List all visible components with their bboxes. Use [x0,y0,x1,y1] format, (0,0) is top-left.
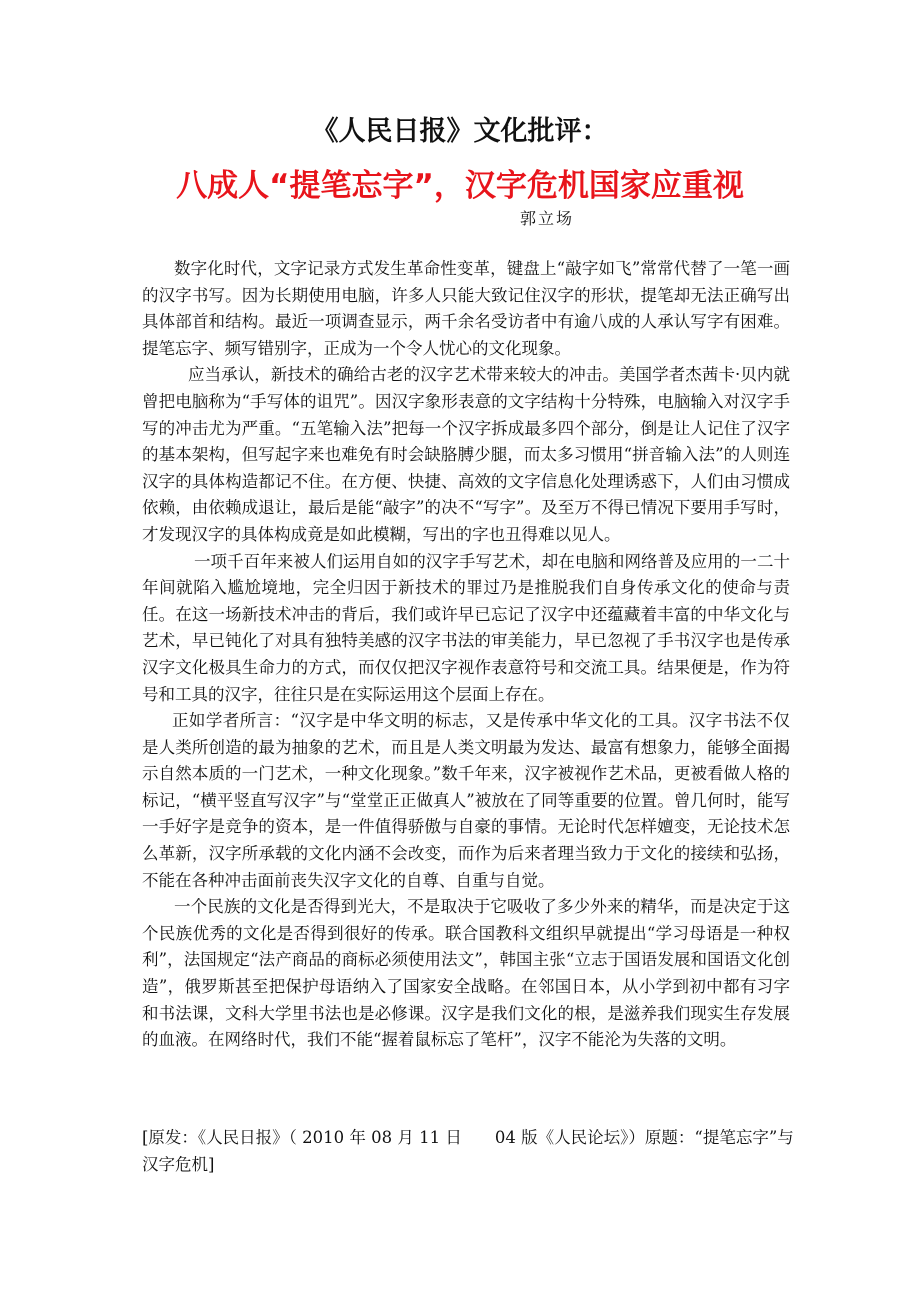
document-title: 《人民日报》文化批评： [311,116,609,147]
document-subtitle: 八成人“提笔忘字”，汉字危机国家应重视 [176,168,744,204]
author-name: 郭立场 [520,209,575,228]
paragraph-2: 应当承认，新技术的确给古老的汉字艺术带来较大的冲击。美国学者杰茜卡·贝内就曾把电脑称为“手写体的诅咒”。因汉字象形表意的文字结构十分特殊，电脑输入对汉字手写的冲击尤为严重。“五笔输入法”把每一个汉字拆成最多四个部分，倒是让人记住了汉字的基本架构，但写起字来也难免有时会缺胳膊少腿，而太多习惯用“拼音输入法”的人则连汉字的具体构造都记不住。在方便、快捷、高效的文字信息化处理诱惑下，人们由习惯成依赖，由依赖成退让，最后是能“敲字”的决不“写字”。及至万不得已情况下要用手写时，才发现汉字的具体构成竟是如此模糊，写出的字也丑得难以见人。 [142,365,790,544]
paragraph-3: 一项千百年来被人们运用自如的汉字手写艺术，却在电脑和网络普及应用的一二十年间就陷入尴尬境地，完全归因于新技术的罪过乃是推脱我们自身传承文化的使命与责任。在这一场新技术冲击的背后，我们或许早已忘记了汉字中还蕴藏着丰富的中华文化与艺术，早已钝化了对具有独特美感的汉字书法的审美能力，早已忽视了手书汉字也是传承汉字文化极具生命力的方式，而仅仅把汉字视作表意符号和交流工具。结果便是，作为符号和工具的汉字，往往只是在实际运用这个层面上存在。 [142,551,790,704]
article-body [142,256,790,1054]
paragraph-1: 数字化时代，文字记录方式发生革命性变革，键盘上“敲字如飞”常常代替了一笔一画的汉字书写。因为长期使用电脑，许多人只能大致记住汉字的形状，提笔却无法正确写出具体部首和结构。最近一项调查显示，两千余名受访者中有逾八成的人承认写字有困难。提笔忘字、频写错别字，正成为一个令人忧心的文化现象。 [142,259,790,358]
paragraph-5: 一个民族的文化是否得到光大，不是取决于它吸收了多少外来的精华，而是决定于这个民族优秀的文化是否得到很好的传承。联合国教科文组织早就提出“学习母语是一种权利”，法国规定“法产商品的商标必须使用法文”，韩国主张“立志于国语发展和国语文化创造”，俄罗斯甚至把保护母语纳入了国家安全战略。在邻国日本，从小学到初中都有习字和书法课，文科大学里书法也是必修课。汉字是我们文化的根，是滋养我们现实生存发展的血液。在网络时代，我们不能“握着鼠标忘了笔杆”，汉字不能沦为失落的文明。 [142,897,790,1050]
source-note: [原发：《人民日报》（ 2010 年 08 月 11 日 04 版《人民论坛》）原题：“提笔忘字”与汉字危机] [142,1128,794,1174]
paragraph-4: 正如学者所言：“汉字是中华文明的标志，又是传承中华文化的工具。汉字书法不仅是人类所创造的最为抽象的艺术，而且是人类文明最为发达、最富有想象力，能够全面揭示自然本质的一门艺术，一种文化现象。”数千年来，汉字被视作艺术品，更被看做人格的标记，“横平竖直写汉字”与“堂堂正正做真人”被放在了同等重要的位置。曾几何时，能写一手好字是竞争的资本，是一件值得骄傲与自豪的事情。无论时代怎样嬗变，无论技术怎么革新，汉字所承载的文化内涵不会改变，而作为后来者理当致力于文化的接续和弘扬，不能在各种冲击面前丧失汉字文化的自尊、自重与自觉。 [142,711,790,890]
